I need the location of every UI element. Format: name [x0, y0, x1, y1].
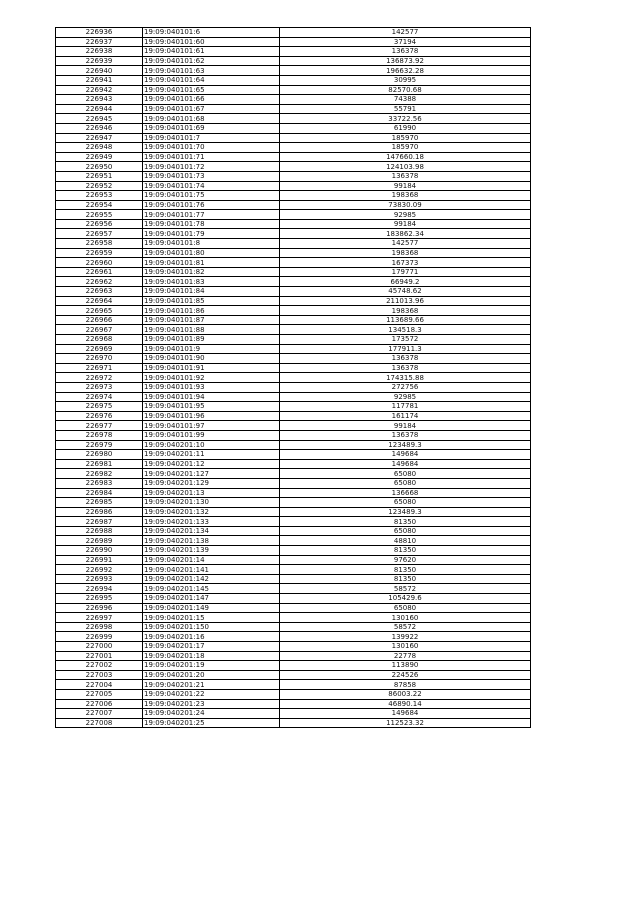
- cadastral-number-cell: 19:09:040201:14: [143, 555, 280, 565]
- cadastral-number-cell: 19:09:040101:79: [143, 229, 280, 239]
- row-number-cell: 226996: [56, 603, 143, 613]
- row-number-cell: 226980: [56, 450, 143, 460]
- value-cell: 82570.68: [280, 85, 531, 95]
- row-number-cell: 226945: [56, 114, 143, 124]
- cadastral-number-cell: 19:09:040101:6: [143, 28, 280, 38]
- table-row: [56, 267, 531, 277]
- row-number-cell: 226994: [56, 584, 143, 594]
- row-number-cell: 226943: [56, 95, 143, 105]
- cadastral-number-cell: 19:09:040201:23: [143, 699, 280, 709]
- value-cell: 183862.34: [280, 229, 531, 239]
- value-cell: 48810: [280, 536, 531, 546]
- value-cell: 113689.66: [280, 315, 531, 325]
- cadastral-number-cell: 19:09:040201:19: [143, 661, 280, 671]
- row-number-cell: 226961: [56, 267, 143, 277]
- row-number-cell: 226947: [56, 133, 143, 143]
- value-cell: 33722.56: [280, 114, 531, 124]
- value-cell: 136378: [280, 47, 531, 57]
- value-cell: 149684: [280, 709, 531, 719]
- row-number-cell: 226999: [56, 632, 143, 642]
- row-number-cell: 226975: [56, 402, 143, 412]
- cadastral-number-cell: 19:09:040201:11: [143, 450, 280, 460]
- table-row: [56, 104, 531, 114]
- value-cell: 99184: [280, 219, 531, 229]
- cadastral-number-cell: 19:09:040101:64: [143, 75, 280, 85]
- row-number-cell: 227004: [56, 680, 143, 690]
- cadastral-number-cell: 19:09:040101:60: [143, 37, 280, 47]
- cadastral-number-cell: 19:09:040101:87: [143, 315, 280, 325]
- value-cell: 147660.18: [280, 152, 531, 162]
- value-cell: 224526: [280, 670, 531, 680]
- table-row: [56, 325, 531, 335]
- value-cell: 174315.88: [280, 373, 531, 383]
- value-cell: 123489.3: [280, 440, 531, 450]
- row-number-cell: 226988: [56, 526, 143, 536]
- cadastral-number-cell: 19:09:040201:127: [143, 469, 280, 479]
- cadastral-number-cell: 19:09:040101:77: [143, 210, 280, 220]
- row-number-cell: 226998: [56, 622, 143, 632]
- table-row: [56, 37, 531, 47]
- cadastral-number-cell: 19:09:040201:10: [143, 440, 280, 450]
- data-table: [55, 27, 531, 728]
- row-number-cell: 227005: [56, 689, 143, 699]
- row-number-cell: 226960: [56, 258, 143, 268]
- row-number-cell: 226951: [56, 171, 143, 181]
- value-cell: 136378: [280, 430, 531, 440]
- value-cell: 55791: [280, 104, 531, 114]
- value-cell: 113890: [280, 661, 531, 671]
- cadastral-number-cell: 19:09:040101:72: [143, 162, 280, 172]
- value-cell: 142577: [280, 28, 531, 38]
- table-row: [56, 642, 531, 652]
- cadastral-number-cell: 19:09:040101:96: [143, 411, 280, 421]
- table-row: [56, 546, 531, 556]
- cadastral-number-cell: 19:09:040101:97: [143, 421, 280, 431]
- cadastral-number-cell: 19:09:040101:94: [143, 392, 280, 402]
- row-number-cell: 227003: [56, 670, 143, 680]
- value-cell: 45748.62: [280, 287, 531, 297]
- table-row: [56, 162, 531, 172]
- cadastral-number-cell: 19:09:040101:82: [143, 267, 280, 277]
- cadastral-number-cell: 19:09:040101:85: [143, 296, 280, 306]
- row-number-cell: 226987: [56, 517, 143, 527]
- value-cell: 99184: [280, 421, 531, 431]
- value-cell: 74388: [280, 95, 531, 105]
- value-cell: 61990: [280, 123, 531, 133]
- table-row: [56, 709, 531, 719]
- table-row: [56, 133, 531, 143]
- table-row: [56, 171, 531, 181]
- row-number-cell: 226978: [56, 430, 143, 440]
- cadastral-number-cell: 19:09:040201:17: [143, 642, 280, 652]
- cadastral-number-cell: 19:09:040101:69: [143, 123, 280, 133]
- table-row: [56, 440, 531, 450]
- value-cell: 161174: [280, 411, 531, 421]
- cadastral-number-cell: 19:09:040201:150: [143, 622, 280, 632]
- table-row: [56, 95, 531, 105]
- row-number-cell: 226946: [56, 123, 143, 133]
- value-cell: 99184: [280, 181, 531, 191]
- table-row: [56, 56, 531, 66]
- value-cell: 177911.3: [280, 344, 531, 354]
- table-row: [56, 411, 531, 421]
- row-number-cell: 226953: [56, 191, 143, 201]
- row-number-cell: 226984: [56, 488, 143, 498]
- table-row: [56, 488, 531, 498]
- row-number-cell: 226965: [56, 306, 143, 316]
- cadastral-number-cell: 19:09:040101:84: [143, 287, 280, 297]
- row-number-cell: 226973: [56, 382, 143, 392]
- row-number-cell: 227000: [56, 642, 143, 652]
- table-row: [56, 382, 531, 392]
- table-row: [56, 402, 531, 412]
- row-number-cell: 226963: [56, 287, 143, 297]
- row-number-cell: 227008: [56, 718, 143, 728]
- table-row: [56, 699, 531, 709]
- value-cell: 81350: [280, 517, 531, 527]
- cadastral-number-cell: 19:09:040101:71: [143, 152, 280, 162]
- cadastral-number-cell: 19:09:040101:93: [143, 382, 280, 392]
- row-number-cell: 226971: [56, 363, 143, 373]
- table-row: [56, 210, 531, 220]
- row-number-cell: 226962: [56, 277, 143, 287]
- cadastral-number-cell: 19:09:040101:88: [143, 325, 280, 335]
- value-cell: 37194: [280, 37, 531, 47]
- cadastral-number-cell: 19:09:040101:90: [143, 354, 280, 364]
- row-number-cell: 226968: [56, 335, 143, 345]
- row-number-cell: 226949: [56, 152, 143, 162]
- value-cell: 65080: [280, 478, 531, 488]
- table-row: [56, 421, 531, 431]
- row-number-cell: 226981: [56, 459, 143, 469]
- cadastral-number-cell: 19:09:040201:18: [143, 651, 280, 661]
- table-row: [56, 85, 531, 95]
- value-cell: 81350: [280, 574, 531, 584]
- cadastral-number-cell: 19:09:040101:78: [143, 219, 280, 229]
- cadastral-number-cell: 19:09:040201:134: [143, 526, 280, 536]
- table-row: [56, 498, 531, 508]
- value-cell: 65080: [280, 603, 531, 613]
- table-row: [56, 603, 531, 613]
- cadastral-number-cell: 19:09:040201:139: [143, 546, 280, 556]
- cadastral-number-cell: 19:09:040101:75: [143, 191, 280, 201]
- table-row: [56, 469, 531, 479]
- table-row: [56, 296, 531, 306]
- value-cell: 65080: [280, 498, 531, 508]
- value-cell: 87858: [280, 680, 531, 690]
- value-cell: 123489.3: [280, 507, 531, 517]
- value-cell: 136378: [280, 363, 531, 373]
- cadastral-number-cell: 19:09:040101:81: [143, 258, 280, 268]
- cadastral-number-cell: 19:09:040201:12: [143, 459, 280, 469]
- cadastral-number-cell: 19:09:040101:67: [143, 104, 280, 114]
- value-cell: 92985: [280, 392, 531, 402]
- value-cell: 81350: [280, 546, 531, 556]
- table-row: [56, 114, 531, 124]
- cadastral-number-cell: 19:09:040101:65: [143, 85, 280, 95]
- cadastral-number-cell: 19:09:040201:20: [143, 670, 280, 680]
- row-number-cell: 226955: [56, 210, 143, 220]
- cadastral-number-cell: 19:09:040201:133: [143, 517, 280, 527]
- row-number-cell: 226982: [56, 469, 143, 479]
- cadastral-number-cell: 19:09:040101:86: [143, 306, 280, 316]
- cadastral-number-cell: 19:09:040101:70: [143, 143, 280, 153]
- table-row: [56, 373, 531, 383]
- row-number-cell: 226979: [56, 440, 143, 450]
- table-row: [56, 287, 531, 297]
- cadastral-number-cell: 19:09:040101:89: [143, 335, 280, 345]
- row-number-cell: 226993: [56, 574, 143, 584]
- row-number-cell: 226974: [56, 392, 143, 402]
- row-number-cell: 226986: [56, 507, 143, 517]
- cadastral-number-cell: 19:09:040101:8: [143, 239, 280, 249]
- table-row: [56, 191, 531, 201]
- row-number-cell: 226957: [56, 229, 143, 239]
- cadastral-number-cell: 19:09:040101:62: [143, 56, 280, 66]
- value-cell: 130160: [280, 642, 531, 652]
- row-number-cell: 226972: [56, 373, 143, 383]
- cadastral-number-cell: 19:09:040101:61: [143, 47, 280, 57]
- table-body: [56, 28, 531, 728]
- cadastral-number-cell: 19:09:040201:13: [143, 488, 280, 498]
- table-row: [56, 344, 531, 354]
- cadastral-number-cell: 19:09:040101:99: [143, 430, 280, 440]
- row-number-cell: 226938: [56, 47, 143, 57]
- table-row: [56, 613, 531, 623]
- row-number-cell: 226985: [56, 498, 143, 508]
- value-cell: 272756: [280, 382, 531, 392]
- table-row: [56, 584, 531, 594]
- table-row: [56, 555, 531, 565]
- value-cell: 81350: [280, 565, 531, 575]
- cadastral-number-cell: 19:09:040101:7: [143, 133, 280, 143]
- value-cell: 139922: [280, 632, 531, 642]
- table-row: [56, 248, 531, 258]
- value-cell: 105429.6: [280, 594, 531, 604]
- row-number-cell: 226989: [56, 536, 143, 546]
- table-row: [56, 507, 531, 517]
- row-number-cell: 226990: [56, 546, 143, 556]
- cadastral-number-cell: 19:09:040201:22: [143, 689, 280, 699]
- row-number-cell: 226983: [56, 478, 143, 488]
- cadastral-number-cell: 19:09:040101:80: [143, 248, 280, 258]
- value-cell: 134518.3: [280, 325, 531, 335]
- row-number-cell: 226991: [56, 555, 143, 565]
- table-row: [56, 622, 531, 632]
- value-cell: 112523.32: [280, 718, 531, 728]
- table-row: [56, 66, 531, 76]
- cadastral-number-cell: 19:09:040101:74: [143, 181, 280, 191]
- table-row: [56, 239, 531, 249]
- value-cell: 136873.92: [280, 56, 531, 66]
- cadastral-number-cell: 19:09:040201:145: [143, 584, 280, 594]
- row-number-cell: 226966: [56, 315, 143, 325]
- cadastral-number-cell: 19:09:040101:68: [143, 114, 280, 124]
- table-row: [56, 526, 531, 536]
- value-cell: 136378: [280, 354, 531, 364]
- value-cell: 65080: [280, 469, 531, 479]
- row-number-cell: 226954: [56, 200, 143, 210]
- row-number-cell: 227007: [56, 709, 143, 719]
- table-row: [56, 306, 531, 316]
- row-number-cell: 226997: [56, 613, 143, 623]
- cadastral-number-cell: 19:09:040201:21: [143, 680, 280, 690]
- value-cell: 22778: [280, 651, 531, 661]
- row-number-cell: 226977: [56, 421, 143, 431]
- value-cell: 196632.28: [280, 66, 531, 76]
- table-row: [56, 181, 531, 191]
- row-number-cell: 226941: [56, 75, 143, 85]
- value-cell: 97620: [280, 555, 531, 565]
- cadastral-number-cell: 19:09:040201:138: [143, 536, 280, 546]
- cadastral-number-cell: 19:09:040201:149: [143, 603, 280, 613]
- value-cell: 65080: [280, 526, 531, 536]
- value-cell: 179771: [280, 267, 531, 277]
- cadastral-number-cell: 19:09:040101:83: [143, 277, 280, 287]
- table-row: [56, 450, 531, 460]
- cadastral-number-cell: 19:09:040101:92: [143, 373, 280, 383]
- cadastral-number-cell: 19:09:040201:141: [143, 565, 280, 575]
- value-cell: 167373: [280, 258, 531, 268]
- cadastral-number-cell: 19:09:040201:132: [143, 507, 280, 517]
- row-number-cell: 226948: [56, 143, 143, 153]
- value-cell: 149684: [280, 450, 531, 460]
- table-row: [56, 152, 531, 162]
- row-number-cell: 226964: [56, 296, 143, 306]
- row-number-cell: 226942: [56, 85, 143, 95]
- table-row: [56, 536, 531, 546]
- row-number-cell: 227001: [56, 651, 143, 661]
- table-row: [56, 680, 531, 690]
- row-number-cell: 226969: [56, 344, 143, 354]
- table-row: [56, 478, 531, 488]
- table-row: [56, 123, 531, 133]
- value-cell: 66949.2: [280, 277, 531, 287]
- table-row: [56, 689, 531, 699]
- value-cell: 198368: [280, 248, 531, 258]
- table-row: [56, 670, 531, 680]
- table-row: [56, 75, 531, 85]
- table-row: [56, 315, 531, 325]
- cadastral-number-cell: 19:09:040101:76: [143, 200, 280, 210]
- table-row: [56, 651, 531, 661]
- table-row: [56, 335, 531, 345]
- row-number-cell: 226970: [56, 354, 143, 364]
- row-number-cell: 226959: [56, 248, 143, 258]
- row-number-cell: 226940: [56, 66, 143, 76]
- cadastral-number-cell: 19:09:040201:24: [143, 709, 280, 719]
- row-number-cell: 226944: [56, 104, 143, 114]
- value-cell: 73830.09: [280, 200, 531, 210]
- value-cell: 198368: [280, 306, 531, 316]
- cadastral-number-cell: 19:09:040201:142: [143, 574, 280, 584]
- value-cell: 58572: [280, 622, 531, 632]
- table-row: [56, 363, 531, 373]
- row-number-cell: 226952: [56, 181, 143, 191]
- value-cell: 149684: [280, 459, 531, 469]
- value-cell: 58572: [280, 584, 531, 594]
- table-row: [56, 219, 531, 229]
- row-number-cell: 226950: [56, 162, 143, 172]
- table-row: [56, 517, 531, 527]
- value-cell: 92985: [280, 210, 531, 220]
- cadastral-number-cell: 19:09:040101:73: [143, 171, 280, 181]
- value-cell: 211013.96: [280, 296, 531, 306]
- value-cell: 198368: [280, 191, 531, 201]
- table-row: [56, 430, 531, 440]
- value-cell: 46890.14: [280, 699, 531, 709]
- row-number-cell: 226956: [56, 219, 143, 229]
- table-row: [56, 354, 531, 364]
- cadastral-number-cell: 19:09:040101:9: [143, 344, 280, 354]
- table-row: [56, 718, 531, 728]
- value-cell: 130160: [280, 613, 531, 623]
- value-cell: 173572: [280, 335, 531, 345]
- table-row: [56, 47, 531, 57]
- cadastral-number-cell: 19:09:040201:25: [143, 718, 280, 728]
- table-row: [56, 200, 531, 210]
- cadastral-number-cell: 19:09:040101:95: [143, 402, 280, 412]
- row-number-cell: 226939: [56, 56, 143, 66]
- table-row: [56, 565, 531, 575]
- table-row: [56, 229, 531, 239]
- value-cell: 136668: [280, 488, 531, 498]
- cadastral-number-cell: 19:09:040201:147: [143, 594, 280, 604]
- row-number-cell: 227002: [56, 661, 143, 671]
- table-row: [56, 277, 531, 287]
- cadastral-number-cell: 19:09:040201:15: [143, 613, 280, 623]
- value-cell: 117781: [280, 402, 531, 412]
- row-number-cell: 226958: [56, 239, 143, 249]
- table-row: [56, 392, 531, 402]
- row-number-cell: 226937: [56, 37, 143, 47]
- cadastral-number-cell: 19:09:040101:66: [143, 95, 280, 105]
- row-number-cell: 226995: [56, 594, 143, 604]
- value-cell: 124103.98: [280, 162, 531, 172]
- table-row: [56, 594, 531, 604]
- cadastral-number-cell: 19:09:040101:91: [143, 363, 280, 373]
- row-number-cell: 226992: [56, 565, 143, 575]
- table-row: [56, 459, 531, 469]
- table-row: [56, 661, 531, 671]
- value-cell: 30995: [280, 75, 531, 85]
- value-cell: 136378: [280, 171, 531, 181]
- cadastral-number-cell: 19:09:040101:63: [143, 66, 280, 76]
- value-cell: 142577: [280, 239, 531, 249]
- cadastral-number-cell: 19:09:040201:129: [143, 478, 280, 488]
- table-row: [56, 632, 531, 642]
- cadastral-number-cell: 19:09:040201:130: [143, 498, 280, 508]
- cadastral-number-cell: 19:09:040201:16: [143, 632, 280, 642]
- row-number-cell: 226936: [56, 28, 143, 38]
- row-number-cell: 226967: [56, 325, 143, 335]
- table-row: [56, 28, 531, 38]
- value-cell: 86003.22: [280, 689, 531, 699]
- row-number-cell: 226976: [56, 411, 143, 421]
- value-cell: 185970: [280, 133, 531, 143]
- table-row: [56, 574, 531, 584]
- table-row: [56, 143, 531, 153]
- row-number-cell: 227006: [56, 699, 143, 709]
- value-cell: 185970: [280, 143, 531, 153]
- table-row: [56, 258, 531, 268]
